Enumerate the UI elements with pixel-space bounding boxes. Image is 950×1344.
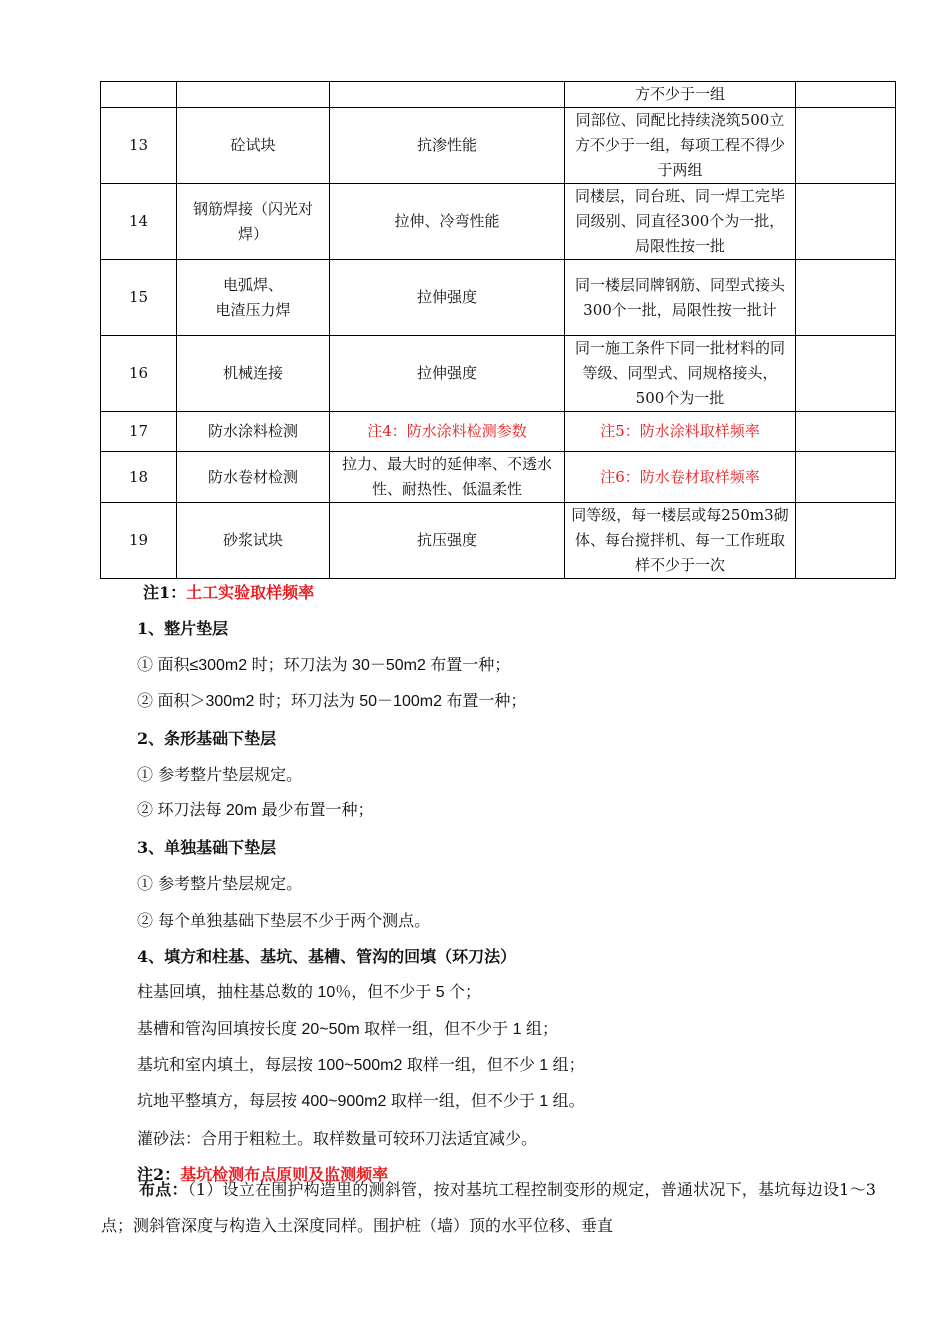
test-item-cell: 抗压强度 [330, 503, 565, 579]
test-item-cell: 拉伸强度 [330, 336, 565, 412]
section4-line5: 灌砂法：合用于粗粒土。取样数量可较环刀法适宜减少。 [137, 1128, 538, 1148]
section3-heading: 3、单独基础下垫层 [137, 837, 277, 857]
section1-heading: 1、整片垫层 [137, 619, 229, 639]
layout-text: （1）设立在围护构造里的测斜管，按对基坑工程控制变形的规定，普通状况下，基坑每边设1～3点；测斜管深度与构造入土深度同样。围护桩（墙）顶的水平位移、垂直 [101, 1180, 876, 1235]
note1-title: 土工实验取样频率 [186, 583, 315, 602]
test-item-cell: 拉伸、冷弯性能 [330, 184, 565, 260]
item-name-cell: 防水涂料检测 [177, 412, 330, 452]
layout-paragraph [101, 1172, 876, 1244]
item-name-cell: 钢筋焊接（闪光对焊） [177, 184, 330, 260]
test-item-cell: 拉伸强度 [330, 260, 565, 336]
sampling-frequency-cell: 方不少于一组 [565, 82, 796, 108]
note2-title: 基坑检测布点原则及监测频率 [180, 1165, 389, 1185]
table-row [101, 260, 896, 336]
test-item-cell [330, 82, 565, 108]
test-item-cell: 拉力、最大时的延伸率、不透水性、耐热性、低温柔性 [330, 452, 565, 503]
table-row [101, 336, 896, 412]
test-item-cell: 抗渗性能 [330, 108, 565, 184]
remark-cell [796, 184, 896, 260]
remark-cell [796, 336, 896, 412]
section3-line1: ① 参考整片垫层规定。 [137, 874, 303, 894]
sampling-frequency-cell: 同部位、同配比持续浇筑500立方不少于一组，每项工程不得少于两组 [565, 108, 796, 184]
table-row [101, 503, 896, 579]
note1-heading [143, 575, 877, 611]
item-name-cell: 砼试块 [177, 108, 330, 184]
note2-label: 注2： [137, 1165, 181, 1185]
notes-section [137, 575, 877, 1194]
item-name-cell: 机械连接 [177, 336, 330, 412]
sampling-frequency-cell: 同等级，每一楼层或每250m3砌体、每台搅拌机、每一工作班取样不少于一次 [565, 503, 796, 579]
row-number-cell: 13 [101, 108, 177, 184]
remark-cell [796, 108, 896, 184]
item-name-cell [177, 82, 330, 108]
remark-cell [796, 412, 896, 452]
section2-line1: ① 参考整片垫层规定。 [137, 764, 303, 784]
section4-line4: 坑地平整填方，每层按 400~900m2 取样一组，但不少于 1 组。 [137, 1093, 585, 1111]
row-number-cell: 17 [101, 412, 177, 452]
item-name-cell: 电弧焊、 电渣压力焊 [177, 260, 330, 336]
layout-lead: 布点： [139, 1180, 188, 1199]
sampling-frequency-cell: 注6：防水卷材取样频率 [565, 452, 796, 503]
section2-heading: 2、条形基础下垫层 [137, 728, 277, 748]
section4-line3: 基坑和室内填土，每层按 100~500m2 取样一组，但不少 1 组； [137, 1057, 585, 1075]
row-number-cell [101, 82, 177, 108]
section2-line2: ② 环刀法每 20m 最少布置一种； [137, 802, 374, 820]
row-number-cell: 16 [101, 336, 177, 412]
section3-line2: ② 每个单独基础下垫层不少于两个测点。 [137, 910, 431, 930]
remark-cell [796, 82, 896, 108]
section4-line1: 柱基回填，抽柱基总数的 10％，但不少于 5 个； [137, 984, 482, 1002]
row-number-cell: 19 [101, 503, 177, 579]
table-row [101, 412, 896, 452]
sampling-frequency-table [100, 81, 896, 579]
remark-cell [796, 260, 896, 336]
section1-line2: ② 面积＞300m2 时；环刀法为 50－100m2 布置一种； [137, 693, 527, 711]
sampling-frequency-cell: 同楼层，同台班、同一焊工完毕同级别、同直径300个为一批，局限性按一批 [565, 184, 796, 260]
row-number-cell: 14 [101, 184, 177, 260]
remark-cell [796, 452, 896, 503]
sampling-frequency-cell: 同一楼层同牌钢筋、同型式接头300个一批，局限性按一批计 [565, 260, 796, 336]
section4-line2: 基槽和管沟回填按长度 20~50m 取样一组，但不少于 1 组； [137, 1020, 558, 1038]
table-row [101, 108, 896, 184]
sampling-frequency-cell: 注5：防水涂料取样频率 [565, 412, 796, 452]
table-row [101, 82, 896, 108]
table-row [101, 184, 896, 260]
section1-line1: ① 面积≤300m2 时；环刀法为 30－50m2 布置一种； [137, 656, 511, 674]
section4-heading: 4、填方和柱基、基坑、基槽、管沟的回填（环刀法） [137, 946, 517, 966]
row-number-cell: 15 [101, 260, 177, 336]
remark-cell [796, 503, 896, 579]
item-name-cell: 砂浆试块 [177, 503, 330, 579]
item-name-cell: 防水卷材检测 [177, 452, 330, 503]
row-number-cell: 18 [101, 452, 177, 503]
table-row [101, 452, 896, 503]
note1-label: 注1： [143, 583, 187, 602]
sampling-frequency-cell: 同一施工条件下同一批材料的同等级、同型式、同规格接头，500个为一批 [565, 336, 796, 412]
test-item-cell: 注4：防水涂料检测参数 [330, 412, 565, 452]
